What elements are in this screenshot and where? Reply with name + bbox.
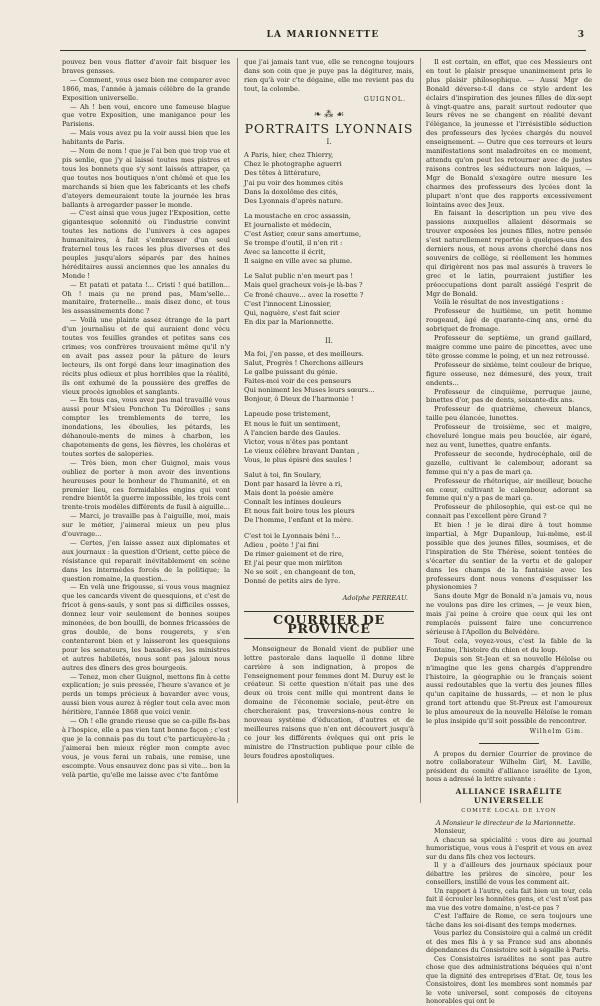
letter-heading: ALLIANCE ISRAÉLITE UNIVERSELLE xyxy=(455,786,563,805)
verse-line: Et nous fait boire tous les pleurs xyxy=(244,507,355,516)
verse-line: Le vieux célèbre bravant Dantan , xyxy=(244,446,360,455)
paragraph: En faisant la description un peu vive des passions auxquelles allaient désormais se trouver exposées les jeunes filles, notre pensée s'est naturellement reportée à quelques-uns des derniers nous, et nous avons cherché dans nos souvenirs de collège, si réellement les hommes qui dirigèrent nos pas mal assurés à travers le grec et le latin, pourraient justifier les préoccupations dont paraît assiégé l'esprit de Mgr de Bonald. xyxy=(426,209,592,298)
stanza-number: II. xyxy=(325,336,333,345)
paragraph: Et bien ! je le dirai dire à tout homme impartial, à Mgr Dupanloup, lui-même, est-il possible que des jeunes filles, soumises, et de l'inspiration de Ste Thérèse, soient tentées de s'écarter du sentier de la vertu et de galoper dans les champs de la fantaisie avec les professeurs dont nous venons d'esquisser les physionomies ? xyxy=(426,521,592,592)
verse-line: Ne se soit , en changeant de ton, xyxy=(244,567,356,576)
verse-line: A l'ancien barde des Gaules. xyxy=(244,428,341,437)
poem-signature: Adolphe PERREAU. xyxy=(342,594,408,603)
verse-line: Lapeude pose tristement, xyxy=(244,410,331,419)
verse-line: Il saigne en ville avec sa plume. xyxy=(244,257,353,266)
paragraph: — Nom de nom ! que je l'ai ben que trop vue et pis senlie, que j'y ai laissé toutes mes pistres et tous les bonnets que s'y sont laissés attraper, ça que toutes nos boutiques n'ont chômé et que les marchands si bien que les fabricants et les chefs d'ateyers demeuraient toute la journée les bras ballants à arregarder passer le monde. xyxy=(62,147,230,209)
signature: GUIGNOL. xyxy=(363,95,406,103)
page-title: LA MARIONNETTE xyxy=(266,30,380,40)
verse-line: Le galbe puissant du génie. xyxy=(244,368,338,377)
verse-line: Salut à toi, fin Soulary, xyxy=(244,470,322,479)
verse-line: Et nous le fuit un sentiment, xyxy=(244,419,341,428)
paragraph: — Mais vous avez pu la voir aussi bien que les habitants de Paris. xyxy=(62,129,230,147)
divider xyxy=(479,743,539,744)
verse-line: C'est Astier, cœur sans amertume, xyxy=(244,230,362,238)
verse-line: J'ai pu voir des hommes cités xyxy=(244,178,344,187)
verse-line: Salut, Progrès ! Cherchons ailleurs xyxy=(244,358,364,367)
paragraph: — En velà une frigousse, si vous vous magniez que les cancards vivent de quesquions, et c'est de fricot à gens-sauls, y sont pas si difficiles ossses, donnez leur voir seulement de bonnes soupes minonées, de bon bouilli, de bonnes fricassées de gras double, de bons rougerets, y s'en contenteront bien et y laisseront les quesquions pour les senateurs, les baxadèr-es, les ministres et autres habiletés, nous sont pas jaloux nous autres des dîners des gros bourgeois. xyxy=(62,583,230,672)
courrier-title: COURRIER DE PROVINCE xyxy=(244,611,414,639)
paragraph: Monseigneur de Bonald vient de publier une lettre pastorale dans laquelle il donne libre carrière à son indignation, à propos de l'enseignement pour femmes dont M. Duruy est le créateur. Si cette question n'était pas une des deux où trois cent mille qui montrent dans le domaine de l'économie sociale, peut-être en chercheraient pas, traversions-nous contre le nouveau système d'éducation, d'autres et de meilleures raisons que n'en ont découvert jusqu'à ce jour les différents évêques qui ont pris le ministre de l'Instruction publique pour cible de leurs foudres apostoliques. xyxy=(244,644,414,760)
paragraph: — Comment, vous osez bien me comparer avec 1866, mas, l'année à jamais célèbre de la grande Exposition universelle. xyxy=(62,75,230,102)
paragraph: — C'est ainsi que vous jugez l'Exposition, cette gigantesque solennité où l'industrie convint toutes les nations de l'univers à ces agapes humanitaires, à fait s'embrasser d'un seul fraternel tous les races les plus diverses et des peuples jusqu'alors séparés par des haines héréditaires aussi anciennes que les annales du Monde ! xyxy=(62,209,230,280)
verse-line: C'est l'innocent Linossier, xyxy=(244,299,332,308)
verse-line: Qui noniment les Muses leurs sœurs... xyxy=(244,386,375,395)
paragraph: C'est l'affaire de Rome, ce sera toujours une tâche dans les soi-disant des temps modernes. xyxy=(426,912,592,929)
masthead xyxy=(60,20,586,51)
verse-line: Vous, le plus épisré des saules ! xyxy=(244,455,352,464)
paragraph: Il est certain, en effet, que ces Messieurs ont en tout le plaisir presque unanimement pris le plus plaisir philosophique. — Aussi Mgr de Bonald déverse-t-il dans ce style ardent les éclairs d'inspiration des jeunes filles de dix-sept à vingt-quatre ans, parait surtout redouter que leurs rêves ne se changent en réalité devant l'élégance, la jeunesse et l'irrésistible séduction des professeurs des lycées chargés du nouvel enseignement. — Outre que ces terreurs et leurs manifestations sont maladroites en ce moment, attendu qu'on peut les retourner avec de justes raisons contres les séducteurs non laïques, — Mgr de Bonald s'exagère outre mesure les charmes des professeurs des lycées dont la plupart n'ont que des rapports excessivement lointains avec des Jeux. xyxy=(426,58,592,209)
verse-line: Des têtes à littérature, xyxy=(244,169,321,178)
verse-line: C'est toi le Lyonnais béni !... xyxy=(244,531,341,540)
verse-line: En dix par la Marionnette. xyxy=(244,317,334,326)
paragraph: A chacun sa spécialité : vous dire au journal humoristique, vous vous à l'esprit et vous en avez sur du dans fils chez vos lecteurs. xyxy=(426,835,592,861)
paragraph: A propos du dernier Courrier de province de notre collaborateur Wilhelm Girl, M. Laville, président du comité d'alliance israélite de Lyon, nous a adressé la lettre suivante : xyxy=(426,749,592,784)
verse-line: Et j'ai peur que mon mirliton xyxy=(244,558,343,567)
verse-line: Avec sa lancette il écrit, xyxy=(244,248,326,257)
verse-line: Ma foi, j'en passe, et des meilleurs. xyxy=(244,349,364,358)
paragraph: — Ah ! ben voui, encore une fameuse blague que votre Exposition, une manigance pour les Parisiens. xyxy=(62,102,230,129)
column-2 xyxy=(244,58,414,803)
professor-entry: Professeur de seconde, hydrocéphale, œil de gazelle, cultivant le calembour, adorant sa femme qui n'y a pas de mari ça. xyxy=(426,449,592,476)
professor-entry: Professeur de cinquième, perruque jaune, binettes d'or, pas de dents, soixante-dix ans. xyxy=(426,387,592,405)
verse-line: Dont par hasard la lèvre a ri, xyxy=(244,480,343,489)
verse-line: Mais dont la poésie amère xyxy=(244,489,334,498)
verse-line: Chez le photographe aguerri xyxy=(244,160,342,169)
verse-line: Victor, vous n'êtes pas pontant xyxy=(244,437,349,446)
stanza-number: I. xyxy=(326,138,332,147)
paragraph: Il y a d'ailleurs des journaux spéciaux pour débattre les prières de sincère, pour les conseillers, instillé de vous les comment ait. xyxy=(426,861,592,887)
verse-line: Des Lyonnais d'après nature. xyxy=(244,196,343,205)
verse-line: De rimer gaiement et de rire, xyxy=(244,549,344,558)
column-divider xyxy=(237,58,238,803)
column-1 xyxy=(62,58,230,803)
verse-line: Se trompe d'outil, il n'en rit : xyxy=(244,239,343,248)
paragraph: Tout cela, voyez-vous, c'est la fable de la Fontaine, l'histoire du chien et du loup. xyxy=(426,636,592,654)
paragraph: — Tenez, mon cher Guignol, mettons fin à cette explication; je suis pressée, l'heure s'avance et je perds un temps précieux à bavarder avec vous, aussi bien vous aurez à régler tout cela avec mon héritière, l'année 1868 que voici venir. xyxy=(62,672,230,717)
verse-line: Ce froné chauve... avec la rosette ? xyxy=(244,290,364,299)
professor-entry: Professeur de quatrième, cheveux blancs, taille peu élancée, lunettes. xyxy=(426,405,592,423)
verse-line: A Paris, hier, chez Thierry, xyxy=(244,151,334,160)
column-3 xyxy=(426,58,592,1006)
paragraph: Ces Consistoires israélites ne sont pas autre chose que des administrations béquées qui n'ont que la dignité des entreprises d'Etat. Or, tous les Consistoires, dont les membres sont nommés par le vote universel, sont composés de citoyens honorables qui ont le xyxy=(426,954,592,1006)
verse-line: Connaît les intimes douleurs xyxy=(244,498,342,507)
paragraph: Voilà le résultat de nos investigations : xyxy=(434,298,564,307)
stanza-gap xyxy=(244,327,414,333)
professor-entry: Professeur de sixième, teint couleur de brique, figure osseuse, nez démesuré, des yeux, trait endents... xyxy=(426,360,592,387)
verse-line: La moustache en croc assassin, xyxy=(244,211,351,220)
paragraph: — Marci, je travaille pas à l'aiguille, moi, mais sur le métier, j'aimerai mieux un peu plus d'ouvrage... xyxy=(62,512,230,539)
paragraph: Depuis son St-Jean et sa nouvelle Héloïse ou n'imagine que les gens chargés d'apprendre l'histoire, la géographie ou le français soient aussi redoutables que la vertu des jeunes filles qu'un capitaine de hussards, — et non le plus grand tort attendu que St-Preux est l'amoureux le plus amoureux de la nouvelle Héloïse le roman le plus insipide qu'il soit possible de rencontrer. xyxy=(426,654,592,726)
verse-line: De l'homme, l'enfant et la mère. xyxy=(244,516,354,525)
column-divider xyxy=(420,58,421,803)
paragraph: — En tous cas, vous avez pas mal travaillé vous aussi pour M'sieu Ponchon Tu Déroilles ; sans compter les tremblements de terre, les inondations, les éboulies, les pétards, les déhanoule-ments de mines à charbon, les chapotements de gens, les fièvres, les choléras et toutes sortes de saloperies. xyxy=(62,396,230,458)
paragraph: — Oh ! elle grande rieuse que se ca-pille fis-bas à l'hospice, elle a pas vien tant bonne façon ; c'est que je la connais pas du tout c'te particuyère-la ; j'aimerai ben mieux régler mon compte avec vous, je vous ferai un rabais, une remise, une escompte. Vous ensauvez donc pas si vite... bon la velà partie, qu'elle me laisse avec c'te fantôme xyxy=(62,717,230,779)
paragraph: — Et patati et patata !... Cristi ! qué batillon... Oh ! mais çu ne prend pas, Mam'selle... manitaire, fraternelle... mais disez donc, et tous les assassinements donc ? xyxy=(62,280,230,316)
professor-entry: Professeur de septième, un grand gaillard, maigre comme une paire de pincettes, avec une tête grosse comme le poing, et un nez retroussé. xyxy=(426,334,592,360)
paragraph: Un rapport à l'autre, cela fait bien un tour, cela fait il écrouler les honnêtes gens, et c'est n'est pas ma vue des votre domaine, n'est-ce pas ? xyxy=(426,886,592,912)
verse-line: Qui, naguère, s'est fait scier xyxy=(244,308,340,317)
verse-line: Et journaliste et médecin, xyxy=(244,220,332,229)
poem-part-1 xyxy=(244,151,414,333)
section-title: PORTRAITS LYONNAIS xyxy=(244,121,414,137)
verse-line: Donné de petits airs de lyre. xyxy=(244,577,341,585)
stanza-gap xyxy=(244,586,414,592)
verse-line: Mais quel gracheux vois-je là-bas ? xyxy=(244,281,363,290)
poem-part-2 xyxy=(244,350,414,592)
paragraph: Vous parlez du Consistoire qui a calmé un crédit et des mes fils à y sa France sud ans abonnés dépendances du Consistoire soit à ségaille à Paris. xyxy=(426,929,592,955)
verse-line: Bonjour, ô Dieux de l'harmonie ! xyxy=(244,395,354,404)
professor-list xyxy=(426,307,592,521)
professor-entry: Professeur de rhétorique, air meilleur, bouche en cœur, cultivant le calembour, adorant sa femme qui n'y a pas de mari ça. xyxy=(426,476,592,503)
verse-line: Faites-moi voir de ces penseurs xyxy=(244,377,352,386)
letter-subheading: COMITÉ LOCAL DE LYON xyxy=(461,807,557,814)
verse-line: Adieu , poète ! j'ai fini xyxy=(244,540,319,549)
professor-entry: Professeur de philosophie, qui est-ce qui ne connait pas l'excellent père Grand ? xyxy=(426,503,592,521)
signature: Wilhelm Gim. xyxy=(529,727,584,735)
letter-salutation: Monsieur, xyxy=(434,827,467,836)
verse-line: Dans la doxolôme des cités, xyxy=(244,187,339,196)
paragraph: — Très bien, mon cher Guignol, mais vous oubliez de porter à mon avoir des inventions heureuses pour le bonheur de l'humanité, et en premier lieu, ces formidables engins qui vont rendre bientôt la guerre impossible, les trois cent trente-trois modèles différents de fusil à aiguille... xyxy=(62,458,230,512)
paragraph: que j'ai jamais tant vue, elle se rencogne toujours dans son coin que je puye pas la dégiturer, mais, rien qu'à voir c'te dégaine, elle me revient pas du tout, la colombe. xyxy=(244,58,414,93)
professor-entry: Professeur de huitième, un petit homme rougeaud, âgé de quarante-cinq ans, orné du sobriquet de fromage. xyxy=(426,307,592,334)
paragraph: pouvez ben vous flatter d'avoir fait bisquer les braves gensses. xyxy=(62,58,230,75)
letter-recipient: A Monsieur le directeur de la Marionnette. xyxy=(436,818,576,827)
verse-line: Le Salut public n'en meurt pas ! xyxy=(244,272,354,281)
paragraph: — Voilà une plainte assez étrange de la part d'un journalisu et de qui auraient donc vécu toutes vos feuilles grandes et petites sans ces crimes; vos confrères trouvaient même qu'il n'y en avait pas assez pour la pâture de leurs lecteurs, ils ont forgé dans leur imagination des récits plus odieux et plus horribles que la réalité, ils ont exhumé de la poussière des greffes de vieux procès ignobles et sanglants. xyxy=(62,316,230,396)
paragraph: — Certes, j'en laisse assez aux diplomates et aux journaux : la question d'Orient, cette pièce de résistance qui reparait inévitablement en scène dans les intermèdes forcés de la politique; la question romaine, la question... xyxy=(62,538,230,583)
professor-entry: Professeur de troisième, sec et maigre, cheveluré longue mais peu bouclée, air égaré, nez au vent, lunettes, quatre enfants. xyxy=(426,423,592,449)
paragraph: Sans doute Mgr de Bonald n'a jamais vu, nous ne voulons pas dire les crimes, — je veux bien, mais j'ai peine à croire que ceux qui les ont remplacés puissent faire une concurrence sérieuse à l'Apollon du Belvédère. xyxy=(426,592,592,636)
page-number: 3 xyxy=(577,30,584,40)
ornament-divider: ❧ ⁂ ☙ xyxy=(313,109,345,120)
